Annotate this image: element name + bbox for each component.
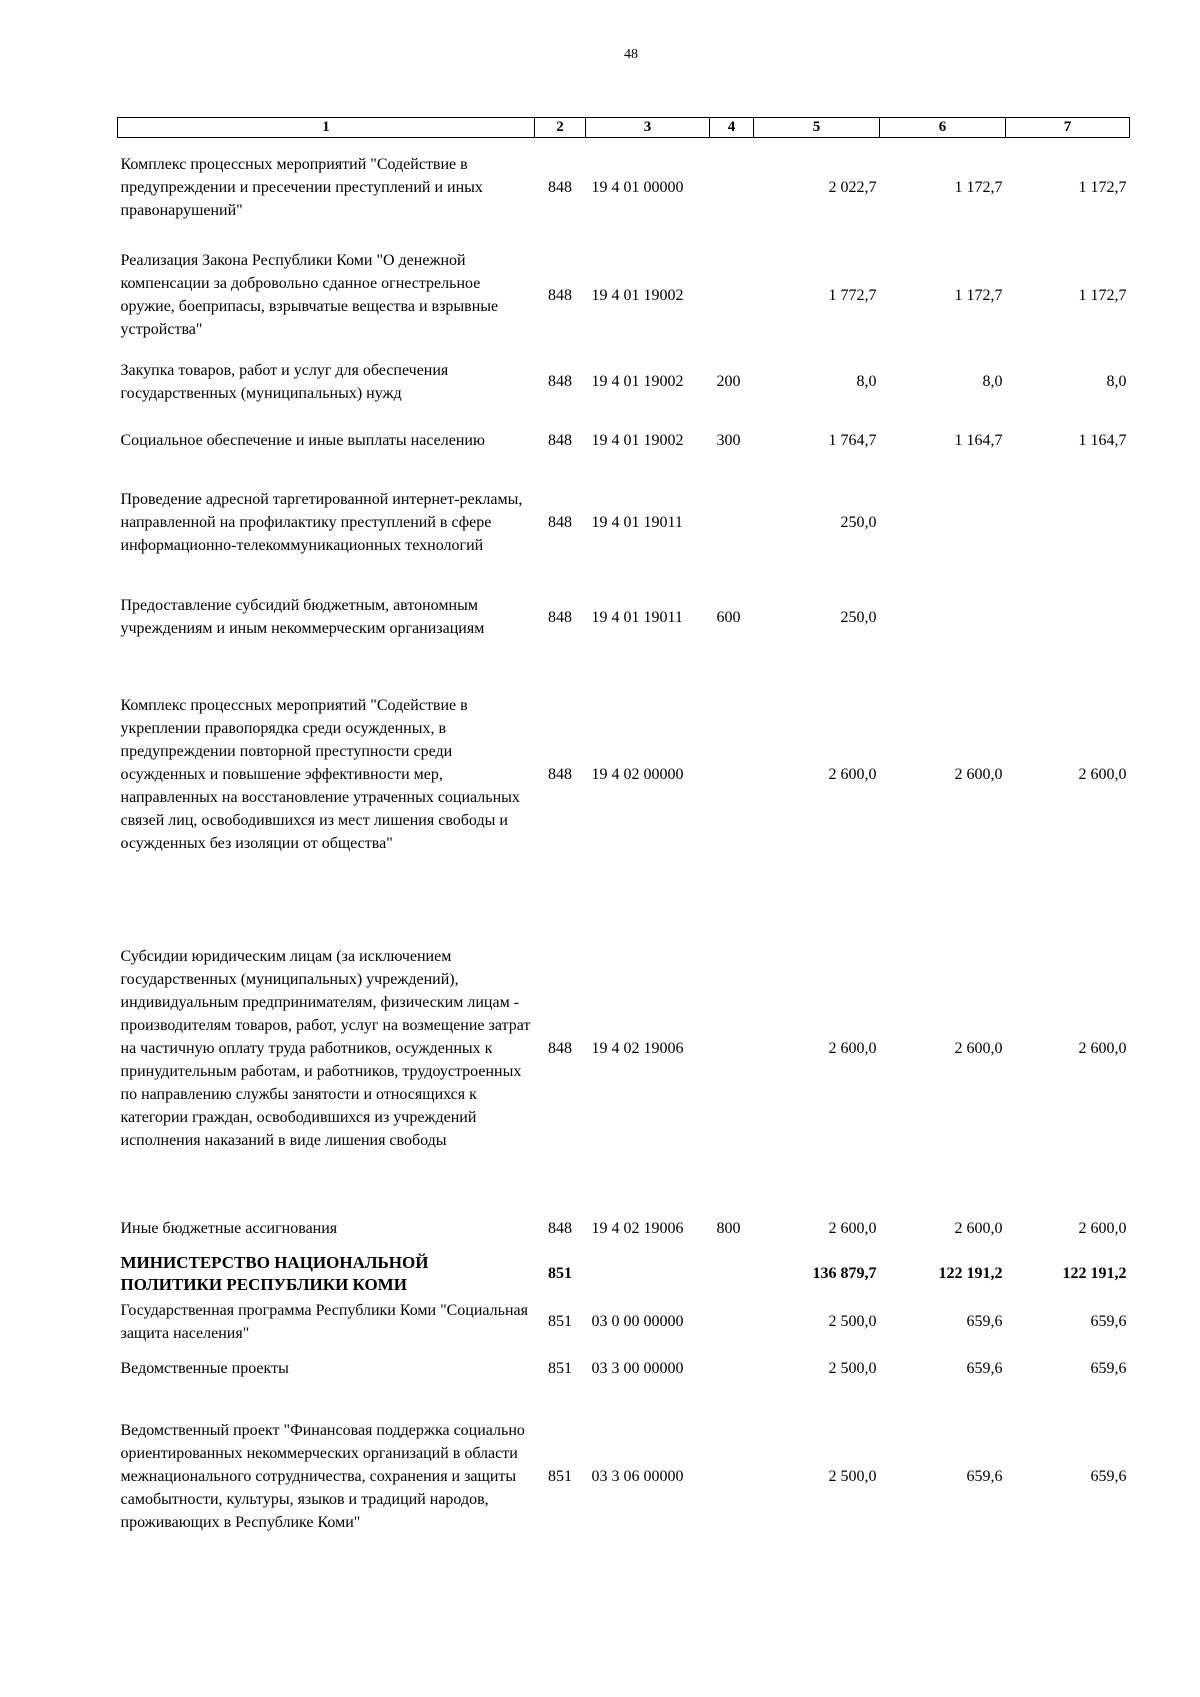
header-col-3: 3 [586, 118, 710, 138]
row-amount-year-2: 2 600,0 [954, 766, 1003, 783]
row-name: Комплекс процессных мероприятий "Содействие в предупреждении и пресечении преступлений и иных правонарушений" [120, 156, 483, 220]
row-admin-code: 848 [548, 286, 572, 304]
row-target-code: 19 4 02 00000 [591, 766, 684, 783]
row-amount-year-1: 250,0 [840, 514, 877, 531]
row-target-code: 03 3 06 00000 [591, 1468, 684, 1485]
row-target-code: 19 4 01 19002 [591, 432, 684, 449]
row-amount-year-3: 122 191,2 [1062, 1265, 1127, 1282]
header-col-4: 4 [710, 118, 754, 138]
row-amount-year-2: 1 164,7 [954, 432, 1003, 449]
row-name: Государственная программа Республики Коми "Социальная защита населения" [120, 1301, 528, 1342]
row-expense-type [710, 890, 754, 1208]
row-expense-type [710, 138, 754, 238]
row-amount-year-2: 1 172,7 [954, 179, 1003, 197]
table-row [118, 660, 1130, 890]
row-amount-year-3: 8,0 [1106, 373, 1127, 390]
row-amount-year-3: 2 600,0 [1078, 1220, 1127, 1237]
row-amount-year-3: 659,6 [1090, 1313, 1127, 1330]
row-admin-code: 848 [548, 766, 572, 783]
budget-table [117, 117, 1130, 1562]
row-expense-type [710, 471, 754, 575]
row-name: Ведомственные проекты [120, 1360, 289, 1377]
row-amount-year-3 [1006, 575, 1130, 660]
row-target-code: 19 4 01 19002 [591, 373, 684, 390]
row-expense-type: 600 [716, 608, 741, 626]
table-row-ministry [118, 1250, 1130, 1298]
row-amount-year-1: 250,0 [840, 608, 877, 626]
row-amount-year-1: 136 879,7 [812, 1265, 877, 1282]
row-name: Предоставление субсидий бюджетным, автономным учреждениям и иным некоммерческим организациям [120, 597, 485, 637]
row-amount-year-3: 1 164,7 [1078, 432, 1127, 449]
row-target-code: 19 4 01 19011 [591, 514, 683, 531]
row-amount-year-3: 659,6 [1090, 1360, 1127, 1377]
row-target-code: 19 4 01 19011 [591, 608, 683, 626]
table-row [118, 471, 1130, 575]
row-amount-year-2: 659,6 [966, 1360, 1003, 1377]
row-admin-code: 851 [548, 1468, 572, 1485]
row-target-code: 19 4 01 00000 [591, 179, 684, 197]
table-row [118, 238, 1130, 353]
row-amount-year-2: 122 191,2 [938, 1265, 1003, 1282]
row-admin-code: 851 [548, 1265, 572, 1282]
row-amount-year-1: 2 500,0 [828, 1360, 877, 1377]
row-expense-type [710, 238, 754, 353]
table-row [118, 1298, 1130, 1346]
header-col-6: 6 [880, 118, 1006, 138]
row-admin-code: 848 [548, 514, 572, 531]
row-amount-year-2: 2 600,0 [954, 1220, 1003, 1237]
row-target-code: 19 4 02 19006 [591, 1220, 684, 1237]
table-row [118, 575, 1130, 660]
row-expense-type [710, 1298, 754, 1346]
row-expense-type [710, 1346, 754, 1392]
row-amount-year-1: 2 500,0 [828, 1313, 877, 1330]
row-amount-year-1: 2 600,0 [828, 1220, 877, 1237]
row-amount-year-1: 2 022,7 [828, 179, 877, 197]
row-expense-type: 300 [716, 432, 741, 449]
row-name: Закупка товаров, работ и услуг для обеспечения государственных (муниципальных) нужд [120, 361, 449, 402]
row-amount-year-3: 2 600,0 [1078, 766, 1127, 783]
row-amount-year-1: 2 600,0 [828, 1040, 877, 1057]
row-name: Субсидии юридическим лицам (за исключением государственных (муниципальных) учреждений), индивидуальным предпринимателям, физическим лицам - производителям товаров, работ, услуг на возмещение затрат на частичную оплату труда работников, осужденных к принудительным работам, и работников, трудоустроенных по направлению службы занятости и относящихся к категории граждан, освободившихся из учреждений исполнения наказаний в виде лишения свободы [120, 948, 531, 1149]
table-row [118, 1208, 1130, 1250]
table-row [118, 890, 1130, 1208]
row-admin-code: 848 [548, 179, 572, 197]
row-admin-code: 848 [548, 373, 572, 390]
row-name: Иные бюджетные ассигнования [120, 1220, 338, 1237]
table-row [118, 353, 1130, 411]
row-amount-year-2: 8,0 [982, 373, 1003, 390]
row-admin-code: 851 [548, 1360, 572, 1377]
table-row [118, 1392, 1130, 1562]
row-expense-type: 800 [716, 1220, 741, 1237]
row-expense-type [710, 1250, 754, 1298]
row-name: Комплекс процессных мероприятий "Содействие в укреплении правопорядка среди осужденных, в предупреждении повторной преступности среди осужденных и повышение эффективности мер, направленных на восстановление утраченных социальных связей лиц, освободившихся из мест лишения свободы и осужденных без изоляции от общества" [120, 697, 520, 852]
row-amount-year-2 [880, 471, 1006, 575]
row-amount-year-1: 8,0 [856, 373, 877, 390]
row-name: МИНИСТЕРСТВО НАЦИОНАЛЬНОЙ ПОЛИТИКИ РЕСПУБЛИКИ КОМИ [120, 1252, 429, 1294]
row-name: Ведомственный проект "Финансовая поддержка социально ориентированных некоммерческих организаций в области межнационального сотрудничества, сохранения и защиты самобытности, культуры, языков и традиций народов, проживающих в Республике Коми" [120, 1422, 525, 1531]
row-expense-type [710, 1392, 754, 1562]
header-col-1: 1 [118, 118, 535, 138]
row-amount-year-1: 2 500,0 [828, 1468, 877, 1485]
row-amount-year-3: 1 172,7 [1078, 179, 1127, 197]
row-admin-code: 851 [548, 1313, 572, 1330]
row-admin-code: 848 [548, 1220, 572, 1237]
row-target-code: 03 0 00 00000 [591, 1313, 684, 1330]
row-amount-year-2 [880, 575, 1006, 660]
row-amount-year-3: 2 600,0 [1078, 1040, 1127, 1057]
page-number: 48 [624, 47, 638, 62]
header-col-5: 5 [754, 118, 880, 138]
row-expense-type: 200 [716, 373, 741, 390]
header-row [118, 118, 1130, 138]
row-amount-year-3: 659,6 [1090, 1468, 1127, 1485]
row-target-code: 19 4 01 19002 [591, 286, 684, 304]
table-row [118, 1346, 1130, 1392]
row-name: Социальное обеспечение и иные выплаты населению [120, 432, 485, 449]
row-amount-year-2: 659,6 [966, 1468, 1003, 1485]
header-col-7: 7 [1006, 118, 1130, 138]
row-target-code: 03 3 00 00000 [591, 1360, 684, 1377]
row-amount-year-1: 2 600,0 [828, 766, 877, 783]
table-row [118, 411, 1130, 471]
row-admin-code: 848 [548, 608, 572, 626]
row-target-code [586, 1250, 710, 1298]
table-row [118, 138, 1130, 238]
row-amount-year-2: 1 172,7 [954, 286, 1003, 304]
row-amount-year-2: 2 600,0 [954, 1040, 1003, 1057]
row-amount-year-2: 659,6 [966, 1313, 1003, 1330]
row-admin-code: 848 [548, 432, 572, 449]
row-admin-code: 848 [548, 1040, 572, 1057]
row-target-code: 19 4 02 19006 [591, 1040, 684, 1057]
row-amount-year-3 [1006, 471, 1130, 575]
row-expense-type [710, 660, 754, 890]
row-amount-year-1: 1 764,7 [828, 432, 877, 449]
row-amount-year-3: 1 172,7 [1078, 286, 1127, 304]
row-amount-year-1: 1 772,7 [828, 286, 877, 304]
row-name: Реализация Закона Республики Коми "О денежной компенсации за добровольно сданное огнестрельное оружие, боеприпасы, взрывчатые вещества и взрывные устройства" [120, 252, 499, 338]
row-name: Проведение адресной таргетированной интернет-рекламы, направленной на профилактику преступлений в сфере информационно-телекоммуникационных технологий [120, 491, 523, 554]
header-col-2: 2 [535, 118, 586, 138]
